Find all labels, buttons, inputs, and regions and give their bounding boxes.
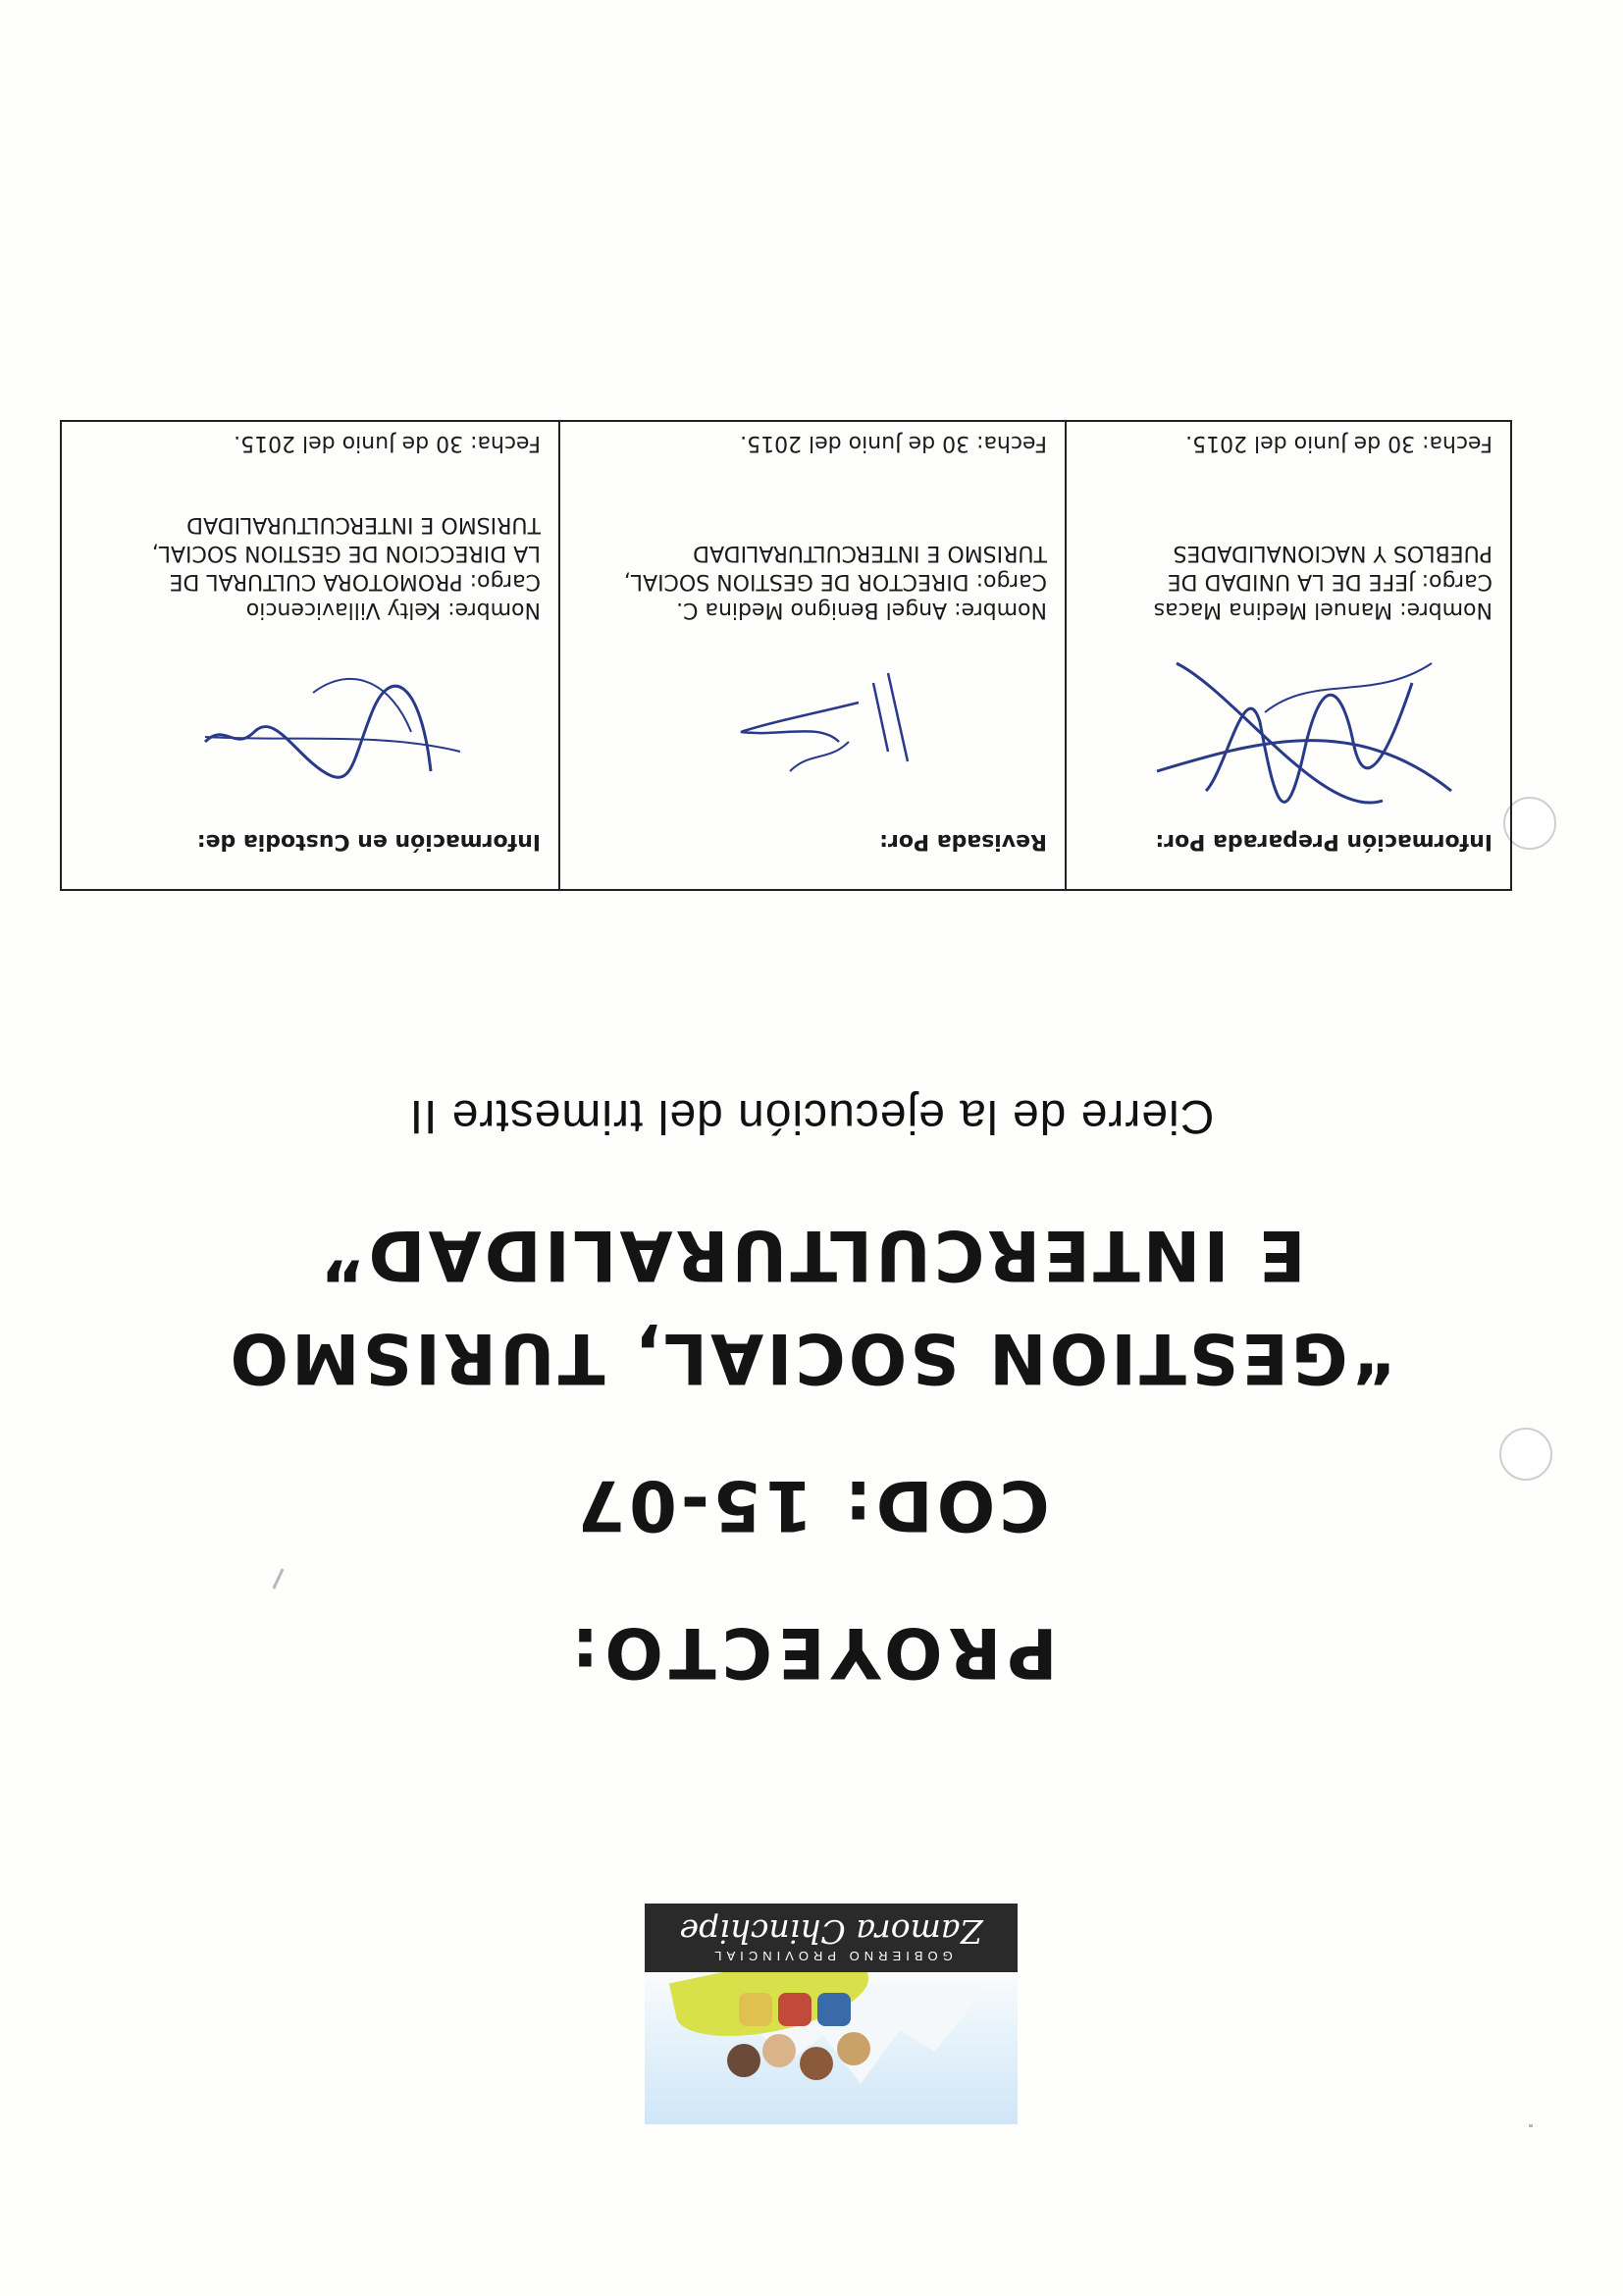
- cell-header: Información Preparada Por:: [1155, 829, 1492, 854]
- signer-cargo-line: PUEBLOS Y NACIONALIDADES: [1173, 541, 1492, 565]
- logo-band: [645, 1904, 1018, 1972]
- logo-org-name: Zamora Chinchipe: [679, 1912, 983, 1951]
- handwritten-signature-kelty: [195, 644, 519, 830]
- handwritten-signature-manuel: [1147, 644, 1471, 830]
- logo-people-graphic: [723, 1977, 870, 2085]
- handwritten-signature-angel: [702, 644, 1025, 830]
- cell-details: [570, 539, 1047, 624]
- subtitle: Cierre de la ejecución del trimestre II: [408, 1090, 1215, 1142]
- signer-cargo-line: Cargo: DIRECTOR DE GESTION SOCIAL,: [623, 569, 1047, 594]
- cell-details: [1076, 539, 1492, 624]
- cell-header: Información en Custodia de:: [196, 829, 541, 854]
- title-proyecto: PROYECTO:: [565, 1612, 1058, 1693]
- cell-details: [72, 510, 541, 624]
- title-project-name-line1: “GESTION SOCIAL, TURISMO: [227, 1318, 1396, 1398]
- signer-cargo-line: Cargo: JEFE DE LA UNIDAD DE: [1167, 569, 1492, 594]
- signer-name: Nombre: Angel Benigno Medina C.: [676, 598, 1047, 622]
- title-cod: COD: 15-07: [573, 1465, 1050, 1545]
- signer-cargo-line: TURISMO E INTERCULTURALIDAD: [186, 512, 541, 537]
- signer-cargo-line: Cargo: PROMOTORA CULTURAL DE: [169, 569, 541, 594]
- cell-header: Revisada Por:: [879, 829, 1047, 854]
- signature-date: Fecha: 30 de Junio del 2015.: [1185, 431, 1492, 455]
- signature-date: Fecha: 30 de Junio del 2015.: [740, 431, 1047, 455]
- logo-org-small: GOBIERNO PROVINCIAL: [709, 1949, 953, 1963]
- provincial-government-logo: [645, 1904, 1018, 2124]
- signature-table: [60, 420, 1512, 891]
- signer-cargo-line: LA DIRECCION DE GESTION SOCIAL,: [151, 541, 541, 565]
- signature-date: Fecha: 30 de Junio del 2015.: [234, 431, 541, 455]
- signature-cell-reviewed: [560, 422, 1067, 889]
- signer-name: Nombre: Kelty Villavicencio: [245, 598, 541, 622]
- title-project-name-line2: E INTERCULTURALIDAD”: [317, 1215, 1306, 1295]
- signer-name: Nombre: Manuel Medina Macas: [1153, 598, 1492, 622]
- signature-cell-custody: [62, 422, 560, 889]
- signature-cell-prepared: [1067, 422, 1510, 889]
- signer-cargo-line: TURISMO E INTERCULTURALIDAD: [693, 541, 1047, 565]
